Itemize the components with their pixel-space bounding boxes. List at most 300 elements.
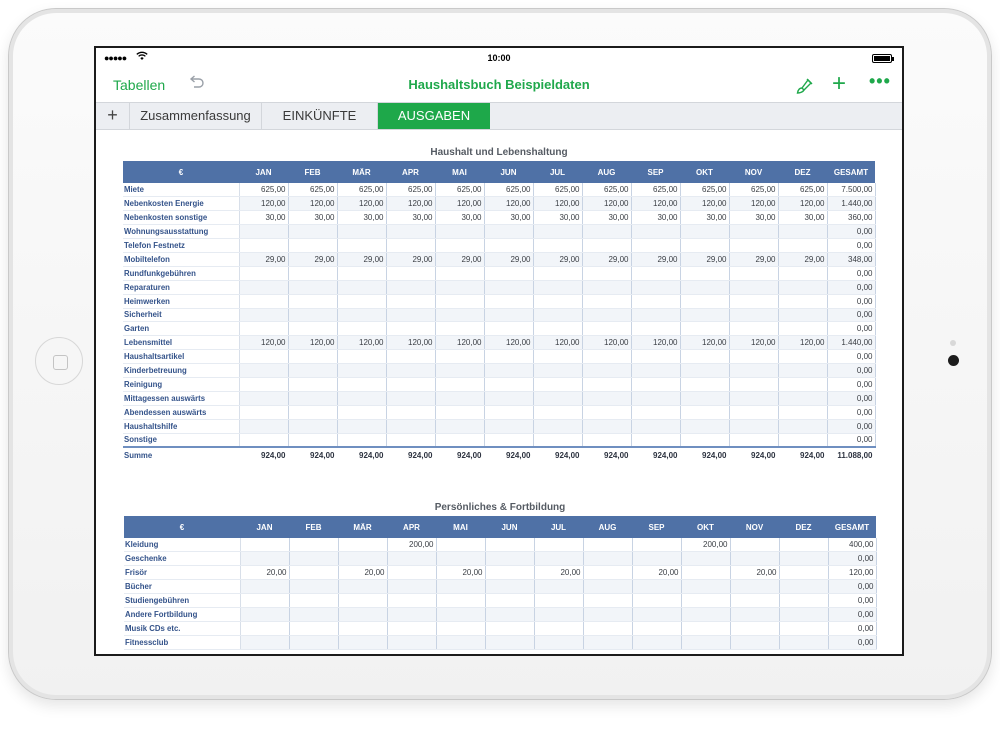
table-cell[interactable]	[386, 405, 435, 419]
table-cell[interactable]	[288, 225, 337, 239]
table-cell[interactable]: 29,00	[729, 252, 778, 266]
table-cell[interactable]	[680, 405, 729, 419]
table-cell[interactable]	[485, 621, 534, 635]
table-cell[interactable]: 29,00	[533, 252, 582, 266]
table-cell[interactable]	[680, 308, 729, 322]
table-cell[interactable]	[632, 635, 681, 649]
table-cell[interactable]	[386, 308, 435, 322]
table-cell[interactable]	[289, 607, 338, 621]
currency-header[interactable]: €	[123, 161, 239, 183]
table-cell[interactable]: 120,00	[484, 197, 533, 211]
table-cell[interactable]	[582, 391, 631, 405]
table-cell[interactable]: 0,00	[828, 594, 876, 608]
table-cell[interactable]	[435, 391, 484, 405]
table-cell[interactable]	[583, 594, 632, 608]
table-cell[interactable]	[288, 294, 337, 308]
table-cell[interactable]: 29,00	[484, 252, 533, 266]
table-cell[interactable]	[778, 322, 827, 336]
row-label[interactable]: Reparaturen	[123, 280, 239, 294]
column-header[interactable]: SEP	[632, 516, 681, 538]
row-label[interactable]: Nebenkosten Energie	[123, 197, 239, 211]
table-cell[interactable]	[337, 322, 386, 336]
table-cell[interactable]	[631, 391, 680, 405]
column-header[interactable]: FEB	[289, 516, 338, 538]
table-cell[interactable]	[533, 364, 582, 378]
table-cell[interactable]: 120,00	[239, 197, 288, 211]
table-cell[interactable]	[779, 621, 828, 635]
table-cell[interactable]	[778, 364, 827, 378]
table-cell[interactable]: 30,00	[288, 211, 337, 225]
row-label[interactable]: Miete	[123, 183, 239, 197]
table-cell[interactable]	[386, 433, 435, 447]
table-cell[interactable]: 625,00	[778, 183, 827, 197]
row-label[interactable]: Geschenke	[124, 552, 240, 566]
table-cell[interactable]	[337, 405, 386, 419]
column-header[interactable]: JUL	[533, 161, 582, 183]
table-cell[interactable]	[484, 266, 533, 280]
table-cell[interactable]	[485, 635, 534, 649]
table-cell[interactable]	[239, 308, 288, 322]
table-cell[interactable]	[779, 607, 828, 621]
table-cell[interactable]: 120,00	[729, 336, 778, 350]
table-cell[interactable]: 120,00	[484, 336, 533, 350]
table-cell[interactable]	[533, 225, 582, 239]
table-cell[interactable]	[288, 377, 337, 391]
table-cell[interactable]	[435, 350, 484, 364]
table-cell[interactable]: 924,00	[533, 447, 582, 463]
table-cell[interactable]: 400,00	[828, 538, 876, 552]
row-label[interactable]: Kinderbetreuung	[123, 364, 239, 378]
table-cell[interactable]	[730, 607, 779, 621]
column-header[interactable]: JUN	[484, 161, 533, 183]
table-cell[interactable]	[778, 294, 827, 308]
table-cell[interactable]	[239, 405, 288, 419]
table-cell[interactable]	[680, 350, 729, 364]
currency-header[interactable]: €	[124, 516, 240, 538]
table-cell[interactable]	[729, 350, 778, 364]
row-label[interactable]: Rundfunkgebühren	[123, 266, 239, 280]
table-cell[interactable]: 348,00	[827, 252, 875, 266]
column-header[interactable]: JAN	[239, 161, 288, 183]
table-cell[interactable]	[338, 621, 387, 635]
table-cell[interactable]	[288, 419, 337, 433]
table-cell[interactable]	[729, 433, 778, 447]
table-cell[interactable]: 0,00	[827, 419, 875, 433]
table-cell[interactable]	[387, 621, 436, 635]
table-cell[interactable]: 30,00	[386, 211, 435, 225]
table-cell[interactable]	[778, 239, 827, 253]
table-cell[interactable]	[435, 225, 484, 239]
table-cell[interactable]	[681, 566, 730, 580]
table-cell[interactable]	[680, 419, 729, 433]
table-cell[interactable]: 924,00	[680, 447, 729, 463]
row-label[interactable]: Heimwerken	[123, 294, 239, 308]
table-cell[interactable]	[484, 225, 533, 239]
table-cell[interactable]	[681, 594, 730, 608]
table-cell[interactable]: 120,00	[631, 197, 680, 211]
table-cell[interactable]	[779, 594, 828, 608]
table-cell[interactable]	[436, 635, 485, 649]
table-cell[interactable]: 924,00	[288, 447, 337, 463]
table-cell[interactable]	[338, 580, 387, 594]
tab-einkuenfte[interactable]: EINKÜNFTE	[262, 103, 378, 129]
row-label[interactable]: Summe	[123, 447, 239, 463]
table-cell[interactable]: 29,00	[582, 252, 631, 266]
table-cell[interactable]	[533, 280, 582, 294]
row-label[interactable]: Studiengebühren	[124, 594, 240, 608]
column-header[interactable]: APR	[386, 161, 435, 183]
table-cell[interactable]	[729, 364, 778, 378]
table-cell[interactable]	[484, 294, 533, 308]
table-cell[interactable]	[533, 308, 582, 322]
table-cell[interactable]: 625,00	[582, 183, 631, 197]
table-cell[interactable]: 20,00	[436, 566, 485, 580]
row-label[interactable]: Telefon Festnetz	[123, 239, 239, 253]
table-cell[interactable]: 200,00	[387, 538, 436, 552]
table-cell[interactable]	[239, 364, 288, 378]
table-cell[interactable]	[288, 433, 337, 447]
table-cell[interactable]	[583, 552, 632, 566]
table-cell[interactable]	[338, 538, 387, 552]
row-label[interactable]: Nebenkosten sonstige	[123, 211, 239, 225]
table-cell[interactable]: 0,00	[828, 621, 876, 635]
table-cell[interactable]	[387, 552, 436, 566]
table-cell[interactable]: 120,00	[337, 336, 386, 350]
table-cell[interactable]: 29,00	[337, 252, 386, 266]
table-cell[interactable]: 0,00	[827, 308, 875, 322]
table-cell[interactable]: 360,00	[827, 211, 875, 225]
table-cell[interactable]: 29,00	[288, 252, 337, 266]
table-cell[interactable]: 30,00	[778, 211, 827, 225]
row-label[interactable]: Haushaltsartikel	[123, 350, 239, 364]
table-cell[interactable]	[680, 280, 729, 294]
table-cell[interactable]	[779, 580, 828, 594]
table-cell[interactable]	[435, 294, 484, 308]
table-cell[interactable]	[288, 266, 337, 280]
table-cell[interactable]: 30,00	[435, 211, 484, 225]
table-cell[interactable]	[582, 419, 631, 433]
table-cell[interactable]	[533, 294, 582, 308]
table-cell[interactable]	[386, 350, 435, 364]
table-cell[interactable]	[582, 433, 631, 447]
table-cell[interactable]	[631, 433, 680, 447]
table-cell[interactable]	[533, 239, 582, 253]
table-cell[interactable]: 0,00	[827, 280, 875, 294]
row-label[interactable]: Sonstige	[123, 433, 239, 447]
table-cell[interactable]	[239, 433, 288, 447]
table-cell[interactable]	[533, 419, 582, 433]
table-cell[interactable]	[338, 607, 387, 621]
table-cell[interactable]	[779, 635, 828, 649]
table-cell[interactable]	[534, 538, 583, 552]
table-cell[interactable]: 0,00	[828, 580, 876, 594]
row-label[interactable]: Mobiltelefon	[123, 252, 239, 266]
table-cell[interactable]	[730, 635, 779, 649]
table-cell[interactable]	[484, 377, 533, 391]
table-cell[interactable]	[288, 239, 337, 253]
table-cell[interactable]	[730, 621, 779, 635]
table-cell[interactable]	[386, 239, 435, 253]
table-haushalt[interactable]	[123, 161, 876, 463]
table-cell[interactable]: 0,00	[827, 239, 875, 253]
table-cell[interactable]: 120,00	[680, 336, 729, 350]
column-header[interactable]: OKT	[681, 516, 730, 538]
column-header[interactable]: MAI	[436, 516, 485, 538]
row-label[interactable]: Abendessen auswärts	[123, 405, 239, 419]
table-cell[interactable]	[435, 308, 484, 322]
table-cell[interactable]	[729, 419, 778, 433]
table-cell[interactable]: 625,00	[288, 183, 337, 197]
row-label[interactable]: Sicherheit	[123, 308, 239, 322]
table-cell[interactable]	[631, 419, 680, 433]
table-cell[interactable]	[778, 266, 827, 280]
table-cell[interactable]	[239, 266, 288, 280]
table-cell[interactable]	[436, 580, 485, 594]
table-cell[interactable]	[632, 607, 681, 621]
table-cell[interactable]: 625,00	[484, 183, 533, 197]
column-header[interactable]: MÄR	[338, 516, 387, 538]
table-cell[interactable]	[729, 377, 778, 391]
table-cell[interactable]	[288, 405, 337, 419]
table-cell[interactable]	[435, 419, 484, 433]
table-cell[interactable]	[485, 607, 534, 621]
table-cell[interactable]	[436, 607, 485, 621]
table-cell[interactable]	[484, 239, 533, 253]
table-cell[interactable]: 120,00	[631, 336, 680, 350]
table-cell[interactable]	[729, 322, 778, 336]
table-cell[interactable]	[484, 308, 533, 322]
table-cell[interactable]: 0,00	[827, 377, 875, 391]
table-cell[interactable]	[582, 350, 631, 364]
table-cell[interactable]: 120,00	[778, 197, 827, 211]
table-cell[interactable]	[484, 419, 533, 433]
table-cell[interactable]	[632, 621, 681, 635]
table-cell[interactable]: 625,00	[435, 183, 484, 197]
table-cell[interactable]: 20,00	[534, 566, 583, 580]
table-cell[interactable]	[436, 538, 485, 552]
row-label[interactable]: Andere Fortbildung	[124, 607, 240, 621]
table-cell[interactable]	[289, 552, 338, 566]
table-cell[interactable]	[632, 552, 681, 566]
table-cell[interactable]	[730, 538, 779, 552]
table-cell[interactable]: 0,00	[827, 322, 875, 336]
table-cell[interactable]	[239, 239, 288, 253]
table-cell[interactable]: 11.088,00	[827, 447, 875, 463]
table-cell[interactable]	[681, 607, 730, 621]
table-cell[interactable]	[337, 350, 386, 364]
table-cell[interactable]	[435, 364, 484, 378]
table-cell[interactable]: 625,00	[729, 183, 778, 197]
table-cell[interactable]	[386, 294, 435, 308]
table-cell[interactable]: 120,00	[533, 197, 582, 211]
table-cell[interactable]	[485, 552, 534, 566]
table-cell[interactable]	[337, 377, 386, 391]
table-cell[interactable]	[435, 322, 484, 336]
more-icon[interactable]: •••	[869, 71, 891, 91]
table-cell[interactable]: 924,00	[778, 447, 827, 463]
column-header[interactable]: JAN	[240, 516, 289, 538]
table-cell[interactable]	[583, 538, 632, 552]
table-cell[interactable]	[485, 594, 534, 608]
table-cell[interactable]	[680, 391, 729, 405]
table-cell[interactable]	[680, 377, 729, 391]
table-cell[interactable]	[337, 294, 386, 308]
table-cell[interactable]: 120,00	[239, 336, 288, 350]
column-header[interactable]: OKT	[680, 161, 729, 183]
table-cell[interactable]: 29,00	[680, 252, 729, 266]
table-cell[interactable]	[337, 433, 386, 447]
table-cell[interactable]	[583, 621, 632, 635]
table-cell[interactable]	[239, 225, 288, 239]
table-cell[interactable]	[583, 635, 632, 649]
table-cell[interactable]: 625,00	[386, 183, 435, 197]
table-cell[interactable]	[288, 391, 337, 405]
table-cell[interactable]: 20,00	[632, 566, 681, 580]
table-cell[interactable]: 30,00	[484, 211, 533, 225]
table-cell[interactable]	[240, 594, 289, 608]
table-cell[interactable]	[484, 350, 533, 364]
table-cell[interactable]	[240, 621, 289, 635]
table-cell[interactable]	[387, 566, 436, 580]
table-cell[interactable]	[730, 552, 779, 566]
table-cell[interactable]	[289, 621, 338, 635]
table-cell[interactable]	[288, 308, 337, 322]
row-label[interactable]: Mittagessen auswärts	[123, 391, 239, 405]
table-cell[interactable]: 29,00	[386, 252, 435, 266]
table-cell[interactable]	[680, 266, 729, 280]
table-cell[interactable]: 30,00	[239, 211, 288, 225]
table-cell[interactable]: 924,00	[386, 447, 435, 463]
table-cell[interactable]	[729, 225, 778, 239]
table-cell[interactable]	[680, 294, 729, 308]
tab-zusammenfassung[interactable]: Zusammenfassung	[130, 103, 262, 129]
table-cell[interactable]	[337, 225, 386, 239]
table-cell[interactable]	[288, 364, 337, 378]
table-cell[interactable]	[386, 377, 435, 391]
table-cell[interactable]: 120,00	[288, 197, 337, 211]
table-cell[interactable]	[533, 377, 582, 391]
table-cell[interactable]	[337, 419, 386, 433]
table-cell[interactable]	[436, 594, 485, 608]
table-cell[interactable]	[631, 377, 680, 391]
table-cell[interactable]	[778, 308, 827, 322]
table-cell[interactable]	[484, 364, 533, 378]
table-cell[interactable]: 625,00	[631, 183, 680, 197]
table-cell[interactable]	[631, 405, 680, 419]
table-cell[interactable]	[337, 364, 386, 378]
table-cell[interactable]	[289, 594, 338, 608]
table-cell[interactable]	[484, 322, 533, 336]
table-cell[interactable]	[779, 566, 828, 580]
table-cell[interactable]	[631, 239, 680, 253]
table-cell[interactable]	[288, 280, 337, 294]
table-cell[interactable]: 625,00	[533, 183, 582, 197]
table-cell[interactable]	[338, 552, 387, 566]
column-header[interactable]: DEZ	[778, 161, 827, 183]
table-cell[interactable]	[778, 350, 827, 364]
table-cell[interactable]	[435, 280, 484, 294]
column-header[interactable]: MÄR	[337, 161, 386, 183]
table-cell[interactable]	[631, 308, 680, 322]
table-cell[interactable]	[436, 621, 485, 635]
table-cell[interactable]	[288, 322, 337, 336]
column-header[interactable]: AUG	[582, 161, 631, 183]
table-cell[interactable]	[387, 594, 436, 608]
table-cell[interactable]	[582, 280, 631, 294]
table-cell[interactable]	[582, 294, 631, 308]
table-cell[interactable]	[387, 607, 436, 621]
table-cell[interactable]	[583, 566, 632, 580]
table-cell[interactable]	[681, 580, 730, 594]
row-label[interactable]: Fitnessclub	[124, 635, 240, 649]
column-header[interactable]: AUG	[583, 516, 632, 538]
table-cell[interactable]	[729, 239, 778, 253]
table-cell[interactable]	[632, 538, 681, 552]
table-cell[interactable]	[337, 239, 386, 253]
table-cell[interactable]	[778, 377, 827, 391]
table-cell[interactable]	[729, 294, 778, 308]
table-cell[interactable]	[484, 433, 533, 447]
table-cell[interactable]: 30,00	[533, 211, 582, 225]
table-cell[interactable]	[485, 580, 534, 594]
table-cell[interactable]: 924,00	[435, 447, 484, 463]
row-label[interactable]: Wohnungsausstattung	[123, 225, 239, 239]
add-sheet-button[interactable]: +	[96, 103, 130, 129]
table-cell[interactable]: 0,00	[827, 433, 875, 447]
back-button[interactable]: Tabellen	[113, 77, 166, 93]
table-cell[interactable]	[386, 419, 435, 433]
table-cell[interactable]	[778, 419, 827, 433]
table-cell[interactable]: 120,00	[582, 336, 631, 350]
column-header[interactable]: GESAMT	[827, 161, 875, 183]
table-cell[interactable]	[435, 239, 484, 253]
column-header[interactable]: JUL	[534, 516, 583, 538]
home-button[interactable]	[35, 337, 83, 385]
table-cell[interactable]: 924,00	[484, 447, 533, 463]
table-cell[interactable]	[289, 538, 338, 552]
table-cell[interactable]	[631, 350, 680, 364]
column-header[interactable]: APR	[387, 516, 436, 538]
table-cell[interactable]	[534, 594, 583, 608]
table-cell[interactable]	[289, 580, 338, 594]
table-cell[interactable]	[289, 635, 338, 649]
table-cell[interactable]	[680, 433, 729, 447]
table-cell[interactable]: 0,00	[827, 391, 875, 405]
table-cell[interactable]: 1.440,00	[827, 197, 875, 211]
table-cell[interactable]	[680, 225, 729, 239]
table-cell[interactable]	[534, 580, 583, 594]
table-cell[interactable]	[534, 635, 583, 649]
table-cell[interactable]	[534, 607, 583, 621]
row-label[interactable]: Garten	[123, 322, 239, 336]
table-cell[interactable]	[631, 294, 680, 308]
table-cell[interactable]	[778, 433, 827, 447]
table-cell[interactable]	[239, 280, 288, 294]
table-cell[interactable]: 120,00	[386, 336, 435, 350]
table-cell[interactable]	[730, 580, 779, 594]
table-cell[interactable]	[435, 377, 484, 391]
table-cell[interactable]	[435, 405, 484, 419]
row-label[interactable]: Kleidung	[124, 538, 240, 552]
table-cell[interactable]	[583, 580, 632, 594]
table-cell[interactable]	[337, 266, 386, 280]
table-cell[interactable]: 30,00	[680, 211, 729, 225]
table-cell[interactable]: 120,00	[778, 336, 827, 350]
table-cell[interactable]	[582, 308, 631, 322]
table-cell[interactable]: 0,00	[827, 350, 875, 364]
table-cell[interactable]: 120,00	[337, 197, 386, 211]
table-cell[interactable]	[435, 266, 484, 280]
